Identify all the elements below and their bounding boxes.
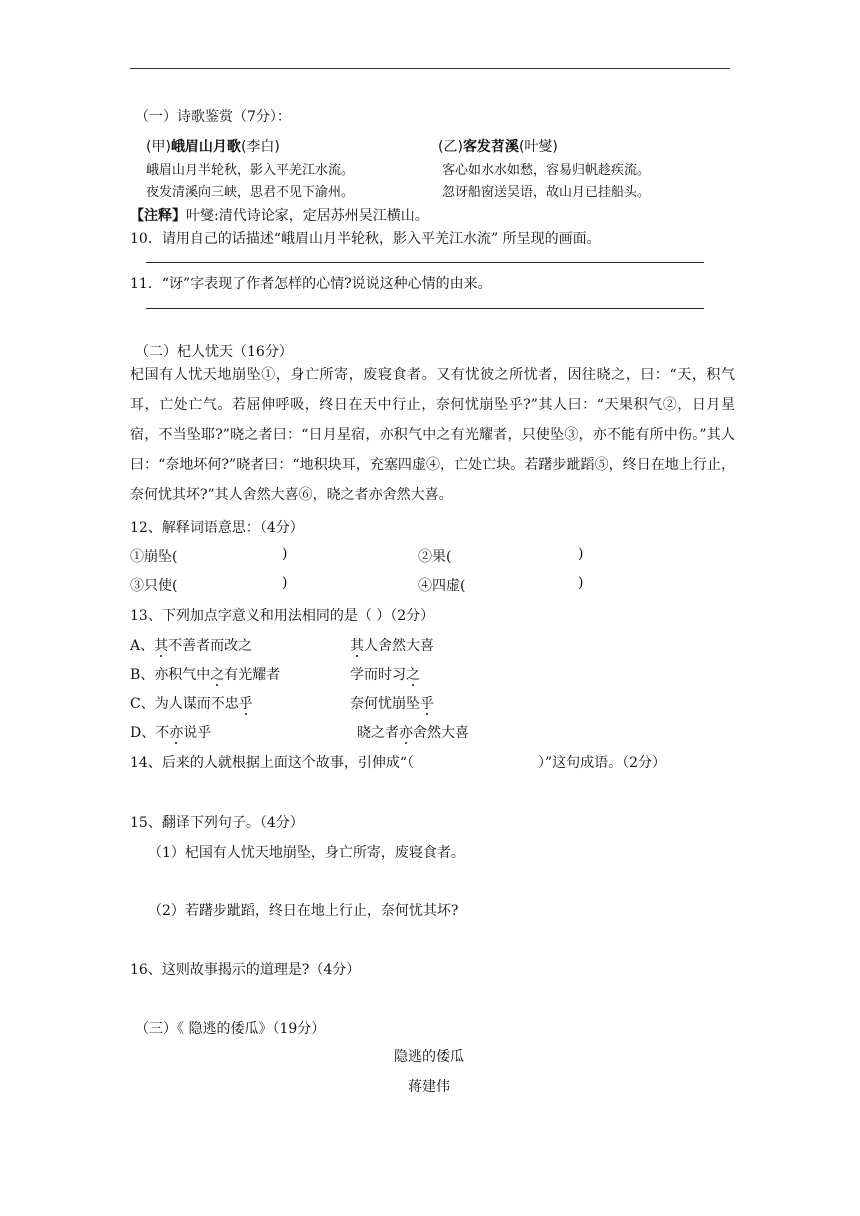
emphasis-dot-char: 亦	[169, 725, 184, 741]
article-heading: 隐逃的倭瓜	[394, 1049, 464, 1065]
question-10: 10．请用自己的话描述“峨眉山月半轮秋，影入平羌江水流” 所呈现的画面。	[130, 231, 601, 247]
q12-item-2-close: )	[578, 546, 584, 562]
poem-a-prefix: (甲)	[146, 139, 171, 155]
question-13: 13、下列加点字意义和用法相同的是（ ）（2分）	[130, 608, 435, 624]
section1-title: （一）诗歌鉴赏（7分）：	[135, 109, 291, 125]
q13-option-b-left: B、亦积气中之有光耀者	[130, 667, 281, 683]
q12-item-2: ②果(	[418, 549, 452, 565]
poem-a-line2: 夜发清溪向三峡，思君不见下渝州。	[146, 185, 355, 200]
section2-title: （二）杞人忧天（16分）	[135, 344, 293, 360]
poem-a-title: 峨眉山月歌	[170, 139, 241, 155]
poem-b-heading	[438, 136, 558, 156]
article-author: 蒋建伟	[408, 1079, 450, 1095]
q13-option-a-right: 其人舍然大喜	[350, 638, 434, 654]
q13-option-c-left: C、为人谋而不忠乎	[130, 696, 253, 712]
q13-option-d-right: 晓之者亦舍然大喜	[357, 725, 469, 741]
question-15-1: （1）杞国有人忧天地崩坠，身亡所寄，废寝食者。	[148, 845, 465, 861]
note-label: 【注释】	[130, 208, 186, 224]
emphasis-dot-char: 其	[154, 638, 169, 654]
poem-b-line2: 忽讶船窗送吴语，故山月已挂船头。	[442, 185, 651, 200]
poem-b-title: 客发苕溪	[462, 139, 519, 155]
emphasis-dot-char: 亦	[399, 725, 413, 741]
question-11: 11．“讶”字表现了作者怎样的心情?说说这种心情的由来。	[130, 276, 492, 292]
poem-b-line1: 客心如水水如愁，容易归帆趁疾流。	[442, 163, 651, 178]
question-14: 14、后来的人就根据上面这个故事，引伸成“（ ）”这句成语。（2分）	[130, 755, 667, 771]
q13-option-b-right: 学而时习之	[350, 667, 420, 683]
section3-title: （三）《 隐逃的倭瓜》（19分）	[135, 1021, 326, 1037]
q13-option-c-right: 奈何忧崩坠乎	[350, 696, 434, 712]
emphasis-dot-char: 乎	[420, 696, 434, 712]
note-text: 叶燮:清代诗论家，定居苏州吴江横山。	[186, 208, 429, 224]
q13-option-d-left: D、不亦说乎	[130, 725, 212, 741]
question-15-2: （2）若躇步跐蹈，终日在地上行止，奈何忧其坏?	[148, 903, 459, 919]
poem-note	[130, 205, 429, 225]
poem-b-prefix: (乙)	[438, 139, 463, 155]
emphasis-dot-char: 其	[350, 638, 364, 654]
q12-item-3-close: )	[282, 575, 288, 591]
q12-item-4-close: )	[578, 575, 584, 591]
q12-item-1-close: )	[282, 546, 288, 562]
poem-b-author: (叶燮)	[518, 139, 558, 155]
poem-a-author: (李白)	[240, 139, 280, 155]
emphasis-dot-char: 之	[210, 667, 225, 683]
emphasis-dot-char: 之	[406, 667, 420, 683]
q12-item-3: ③只使(	[130, 578, 178, 594]
q12-item-4: ④四虚(	[418, 578, 466, 594]
question-15: 15、翻译下列句子。（4分）	[130, 815, 304, 831]
passage-text: 杞国有人忧天地崩坠①，身亡所寄，废寝食者。又有忧彼之所忧者，因往晓之，曰：“天，积气耳，亡处亡气。若屈伸呼吸，终日在天中行止，奈何忧崩坠乎?”其人曰：“天果积气②，日月星宿，不当坠耶?”晓之者曰：“日月星宿，亦积气中之有光耀者，只使坠③，亦不能有所中伤。”其人曰：“奈地坏何?”晓者曰：“地积块耳，充塞四虚④，亡处亡块。若躇步跐蹈⑤，终日在地上行止，奈何忧其坏?”其人舍然大喜⑥，晓之者亦舍然大喜。	[130, 367, 735, 503]
q13-option-a-left: A、其不善者而改之	[130, 638, 253, 654]
answer-line-10[interactable]	[146, 262, 704, 263]
q12-item-1: ①崩坠(	[130, 549, 178, 565]
question-16: 16、这则故事揭示的道理是?（4分）	[130, 962, 361, 978]
question-12: 12、解释词语意思：（4分）	[130, 520, 304, 536]
poem-a-line1: 峨眉山月半轮秋，影入平羌江水流。	[146, 163, 355, 178]
poem-a-heading	[146, 136, 280, 156]
top-rule	[130, 68, 730, 69]
answer-line-11[interactable]	[146, 308, 704, 309]
emphasis-dot-char: 乎	[238, 696, 253, 712]
